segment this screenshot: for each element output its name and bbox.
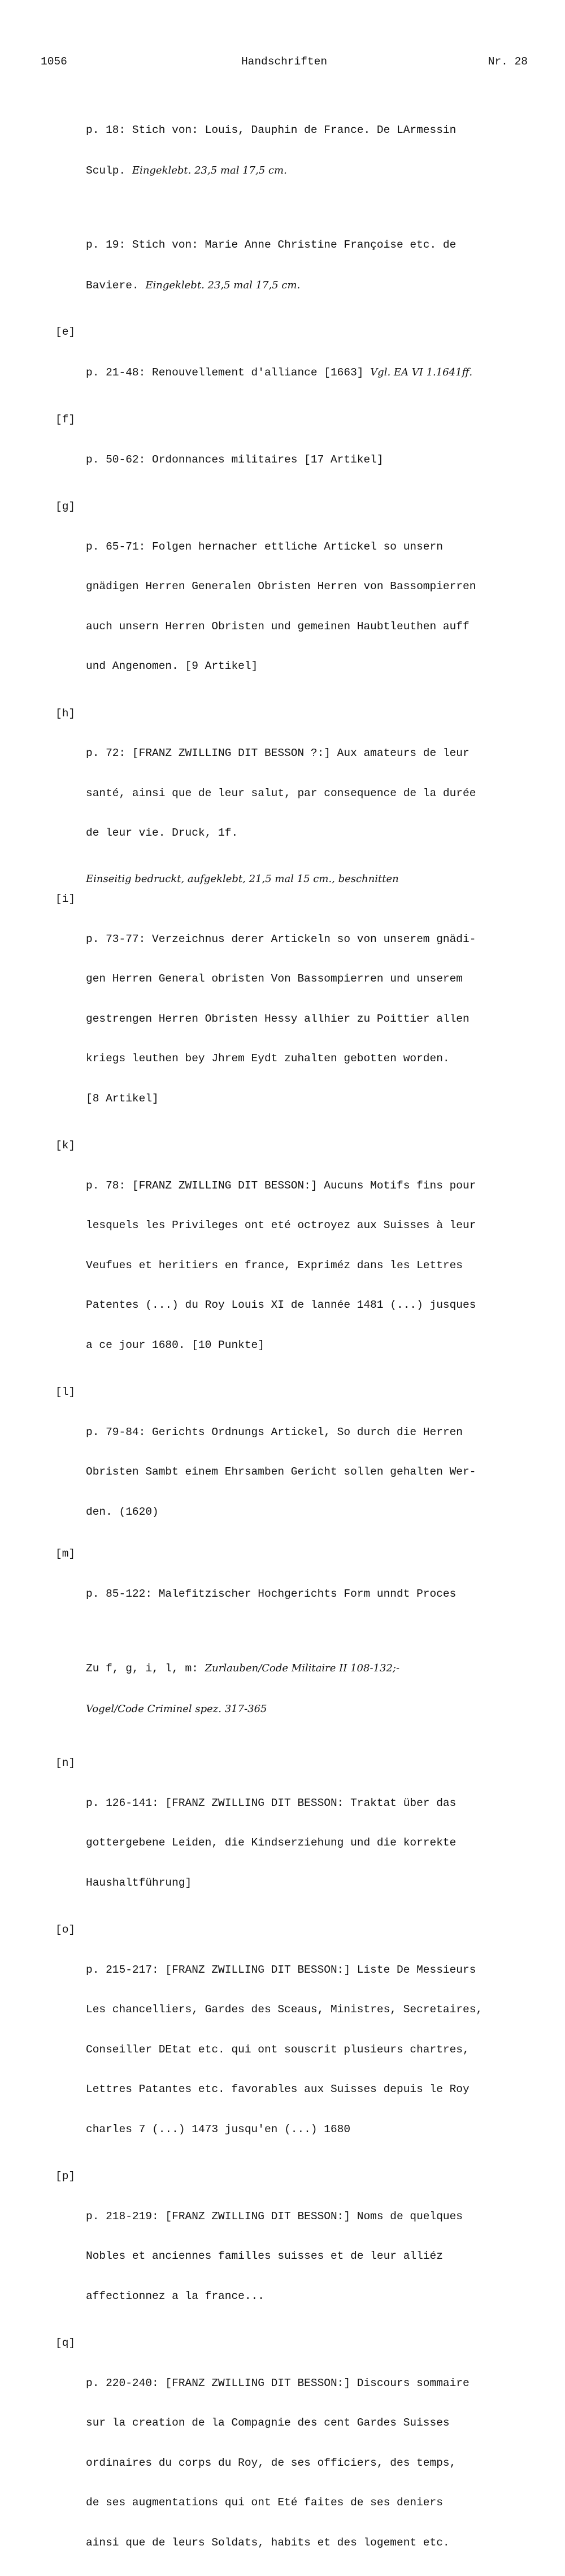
- entry-line: p. 220-240: [FRANZ ZWILLING DIT BESSON:] Discours sommaire: [86, 2376, 470, 2389]
- entry-line: p. 73-77: Verzeichnus derer Artickeln so von unserem gnädi-: [86, 932, 476, 945]
- entry-g: [55, 500, 547, 700]
- entry-line: Lettres Patantes etc. favorables aux Suisses depuis le Roy: [86, 2083, 470, 2095]
- page-header: [41, 55, 528, 71]
- entry-label: [l]: [55, 1386, 76, 1398]
- entry-line: Les chancelliers, Gardes des Sceaus, Ministres, Secretaires,: [86, 2003, 483, 2016]
- entry-line: p. 215-217: [FRANZ ZWILLING DIT BESSON:] Liste De Messieurs: [86, 1963, 476, 1976]
- entry-line: [8 Artikel]: [86, 1092, 159, 1105]
- entry-line: auch unsern Herren Obristen und gemeinen Haubtleuthen auff: [86, 620, 470, 633]
- reference-note: [55, 1635, 547, 1742]
- entry-label: [g]: [55, 500, 76, 513]
- entry-line: a ce jour 1680. [10 Punkte]: [86, 1338, 264, 1351]
- page-number: 1056: [41, 55, 67, 68]
- catalog-entries: [55, 97, 547, 2576]
- entry-o: [55, 1924, 547, 2163]
- entry-e: [55, 326, 547, 406]
- entry-line: lesquels les Privileges ont eté octroyez aux Suisses à leur: [86, 1219, 476, 1231]
- reference-citation: Vogel/Code Criminel spez. 317-365: [86, 1702, 267, 1715]
- entry-line: gen Herren General obristen Von Bassompierren und unserem: [86, 973, 463, 985]
- entry-label: [n]: [55, 1757, 76, 1769]
- entry-line: p. 65-71: Folgen hernacher ettliche Artickel so unsern: [86, 540, 443, 553]
- entry-note: Eingeklebt. 23,5 mal 17,5 cm.: [145, 279, 301, 291]
- entry-line: p. 19: Stich von: Marie Anne Christine Françoise etc. de: [86, 239, 457, 251]
- entry-label: [i]: [55, 893, 76, 905]
- entry-k: [55, 1139, 547, 1378]
- entry-line: affectionnez a la france...: [86, 2289, 264, 2302]
- entry-line: und Angenomen. [9 Artikel]: [86, 660, 258, 672]
- reference-prefix: Zu f, g, i, l, m:: [86, 1662, 205, 1675]
- entry-label: [k]: [55, 1139, 76, 1152]
- entry-p19: [55, 212, 547, 319]
- entry-label: [f]: [55, 413, 76, 426]
- entry-line: santé, ainsi que de leur salut, par consequence de la durée: [86, 786, 476, 799]
- entry-note: Eingeklebt. 23,5 mal 17,5 cm.: [132, 164, 287, 176]
- entry-p: [55, 2170, 547, 2329]
- entry-l: [55, 1386, 547, 1545]
- entry-line: gottergebene Leiden, die Kindserziehung und die korrekte: [86, 1836, 457, 1849]
- entry-line: Veufues et heritiers en france, Expriméz dans les Lettres: [86, 1259, 463, 1272]
- entry-h: [55, 707, 547, 867]
- entry-label: [q]: [55, 2337, 76, 2349]
- entry-line: ainsi que de leurs Soldats, habits et des logement etc.: [86, 2536, 450, 2549]
- entry-label: [p]: [55, 2170, 76, 2182]
- entry-line: p. 50-62: Ordonnances militaires [17 Artikel]: [86, 453, 384, 466]
- entry-line: Conseiller DEtat etc. qui ont souscrit plusieurs chartres,: [86, 2043, 470, 2056]
- entry-label: [e]: [55, 326, 76, 338]
- entry-line: p. 21-48: Renouvellement d'alliance [1663]: [86, 366, 364, 379]
- entry-label: [o]: [55, 1924, 76, 1936]
- entry-line: p. 218-219: [FRANZ ZWILLING DIT BESSON:] Noms de quelques: [86, 2210, 463, 2223]
- entry-line: de ses augmentations qui ont Eté faites de ses deniers: [86, 2496, 443, 2509]
- entry-line: den. (1620): [86, 1505, 159, 1518]
- entry-i: [55, 893, 547, 1132]
- entry-line: Baviere.: [86, 279, 139, 292]
- entry-line: p. 18: Stich von: Louis, Dauphin de France. De LArmessin: [86, 124, 457, 136]
- entry-line: Obristen Sambt einem Ehrsamben Gericht sollen gehalten Wer-: [86, 1466, 476, 1478]
- entry-note: Vgl. EA VI 1.1641ff.: [370, 366, 473, 378]
- entry-p18: [55, 97, 547, 204]
- reference-citation: Zurlauben/Code Militaire II 108-132;-: [205, 1662, 400, 1674]
- entry-line: p. 85-122: Malefitzischer Hochgerichts Form unndt Proces: [86, 1587, 457, 1600]
- entry-n: [55, 1757, 547, 1916]
- entry-line: Patentes (...) du Roy Louis XI de lannée 1481 (...) jusques: [86, 1299, 476, 1311]
- entry-h-note: Einseitig bedruckt, aufgeklebt, 21,5 mal 15 cm., beschnitten: [86, 872, 399, 885]
- entry-label: [h]: [55, 707, 76, 720]
- entry-line: gestrengen Herren Obristen Hessy allhier zu Poittier allen: [86, 1012, 470, 1025]
- manuscript-number: Nr. 28: [488, 55, 528, 68]
- entry-line: Haushaltführung]: [86, 1876, 192, 1889]
- entry-line: ordinaires du corps du Roy, de ses officiers, des temps,: [86, 2456, 457, 2469]
- entry-line: p. 72: [FRANZ ZWILLING DIT BESSON ?:] Aux amateurs de leur: [86, 747, 470, 759]
- running-title: Handschriften: [241, 55, 328, 68]
- entry-line: kriegs leuthen bey Jhrem Eydt zuhalten gebotten worden.: [86, 1052, 450, 1065]
- entry-line: de leur vie. Druck, 1f.: [86, 827, 238, 839]
- entry-line: charles 7 (...) 1473 jusqu'en (...) 1680: [86, 2123, 351, 2136]
- entry-line: Nobles et anciennes familles suisses et de leur alliéz: [86, 2250, 443, 2262]
- entry-f: [55, 413, 547, 493]
- entry-m: [55, 1548, 547, 1627]
- entry-line: p. 78: [FRANZ ZWILLING DIT BESSON:] Aucuns Motifs fins pour: [86, 1179, 476, 1192]
- entry-line: sur la creation de la Compagnie des cent Gardes Suisses: [86, 2417, 450, 2429]
- entry-label: [m]: [55, 1548, 76, 1560]
- entry-line: Sculp.: [86, 164, 126, 177]
- entry-line: gnädigen Herren Generalen Obristen Herren von Bassompierren: [86, 580, 476, 593]
- entry-q: [55, 2337, 547, 2576]
- entry-line: p. 126-141: [FRANZ ZWILLING DIT BESSON: Traktat über das: [86, 1796, 457, 1809]
- entry-line: p. 79-84: Gerichts Ordnungs Artickel, So durch die Herren: [86, 1425, 463, 1438]
